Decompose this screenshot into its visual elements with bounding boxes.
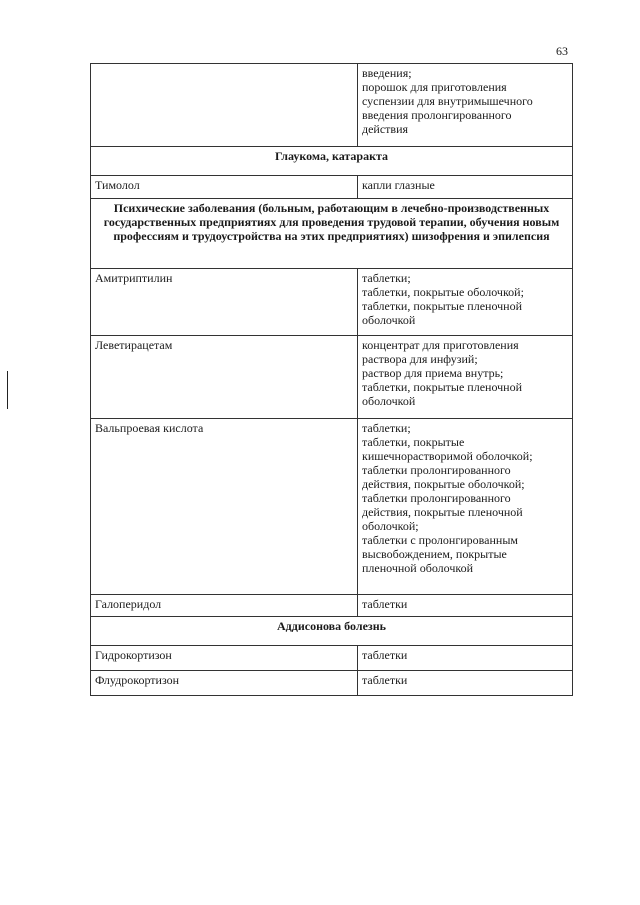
drug-name-cell: Тимолол (91, 176, 358, 199)
section-title: Психические заболевания (больным, работающим в лечебно-производственных государственных предприятиях для проведения трудовой терапии, обучения новым профессиям и трудоустройства на этих предприятиях) шизофрения и эпилепсия (91, 199, 573, 269)
dosage-form-cell: введения; порошок для приготовления суспензии для внутримышечного введения пролонгированного действия (358, 64, 573, 147)
table-row (91, 336, 573, 419)
section-title: Глаукома, катаракта (91, 147, 573, 176)
drug-name-cell: Вальпроевая кислота (91, 419, 358, 595)
drug-name-cell: Флудрокортизон (91, 671, 358, 696)
drug-name-cell: Гидрокортизон (91, 646, 358, 671)
margin-mark (7, 371, 8, 409)
section-header-row (91, 199, 573, 269)
drug-name-cell: Амитриптилин (91, 269, 358, 336)
dosage-form-cell: таблетки (358, 595, 573, 617)
table-row (91, 646, 573, 671)
dosage-form-cell: капли глазные (358, 176, 573, 199)
table-row (91, 595, 573, 617)
drug-name-cell: Галоперидол (91, 595, 358, 617)
table-row (91, 176, 573, 199)
dosage-form-cell: таблетки (358, 671, 573, 696)
table-row (91, 269, 573, 336)
table-row (91, 64, 573, 147)
dosage-form-cell: таблетки; таблетки, покрытые оболочкой; таблетки, покрытые пленочной оболочкой (358, 269, 573, 336)
drug-name-cell (91, 64, 358, 147)
medication-table (90, 63, 573, 696)
dosage-form-cell: концентрат для приготовления раствора для инфузий; раствор для приема внутрь; таблетки, покрытые пленочной оболочкой (358, 336, 573, 419)
page-number: 63 (556, 44, 568, 58)
dosage-form-cell: таблетки (358, 646, 573, 671)
table-row (91, 671, 573, 696)
drug-name-cell: Леветирацетам (91, 336, 358, 419)
section-title: Аддисонова болезнь (91, 617, 573, 646)
section-header-row (91, 617, 573, 646)
dosage-form-cell: таблетки; таблетки, покрытые кишечнорастворимой оболочкой; таблетки пролонгированного действия, покрытые оболочкой; таблетки пролонгированного действия, покрытые пленочной оболочкой; таблетки с пролонгированным высвобождением, покрытые пленочной оболочкой (358, 419, 573, 595)
table-row (91, 419, 573, 595)
section-header-row (91, 147, 573, 176)
